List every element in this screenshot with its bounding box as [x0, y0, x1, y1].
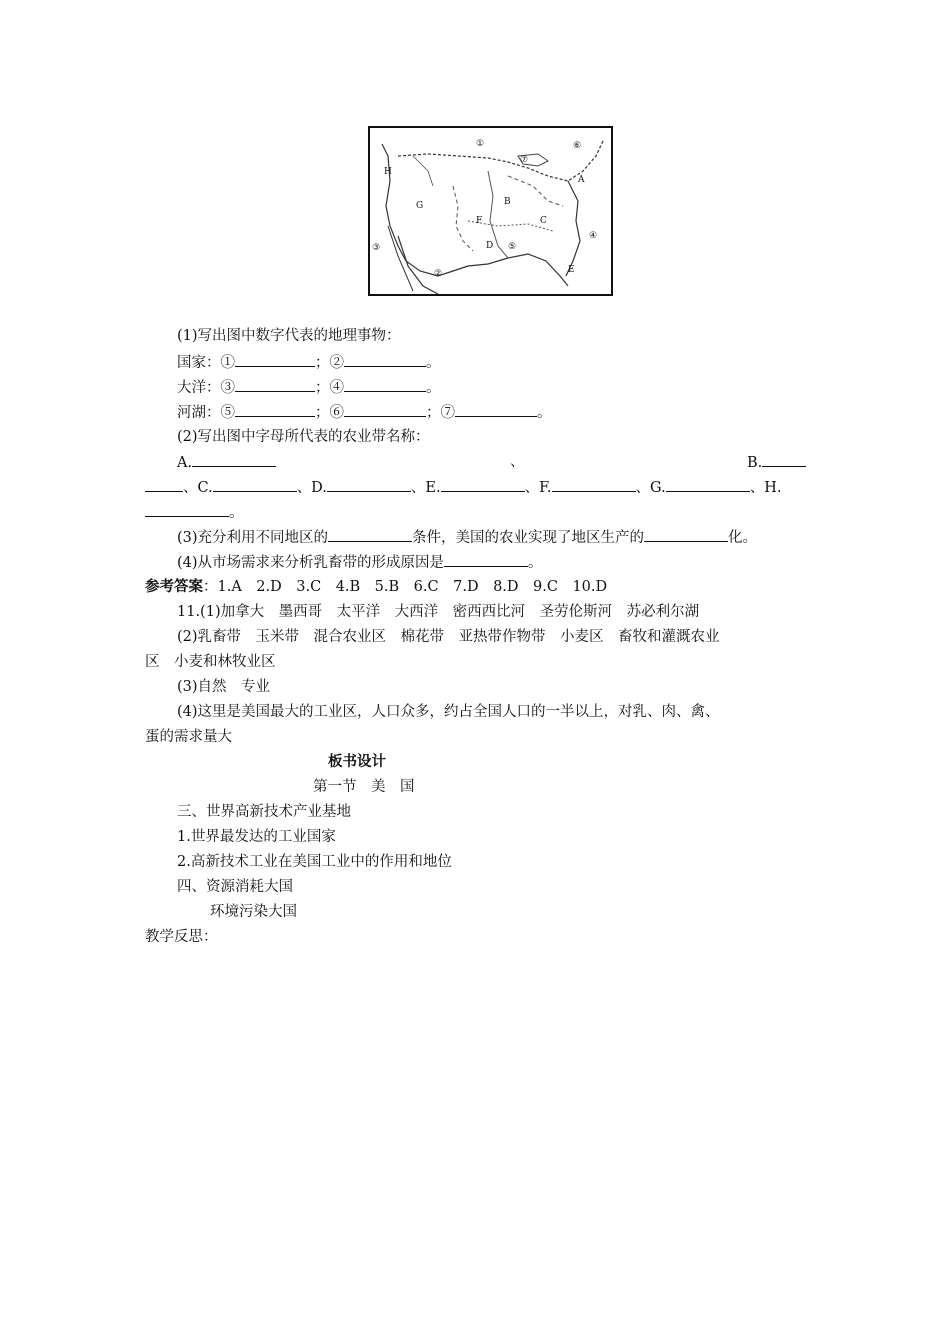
- blank-c: [213, 477, 297, 492]
- label-f: 、F.: [524, 480, 552, 496]
- blank-4-label: ④: [329, 380, 344, 396]
- answer-4-line1: (4)这里是美国最大的工业区，人口众多，约占全国人口的一半以上，对乳、肉、禽、: [177, 704, 720, 720]
- label-d: 、D.: [296, 480, 327, 496]
- blank-5-label: ⑤: [220, 405, 235, 421]
- blank-q4: [444, 552, 528, 567]
- answers-mc: ：1.A 2.D 3.C 4.B 5.B 6.C 7.D 8.D 9.C 10.D: [203, 579, 608, 595]
- answer-2-line2: 区 小麦和林牧业区: [145, 654, 276, 670]
- blank-f: [552, 477, 636, 492]
- board-line-5: 环境污染大国: [210, 904, 297, 920]
- map-label-4: ④: [589, 231, 598, 241]
- blank-3-label: ③: [220, 380, 235, 396]
- label-g: 、G.: [635, 480, 666, 496]
- question-4: [177, 552, 543, 573]
- end-4: 。: [229, 505, 244, 521]
- blank-q3-1: [328, 527, 412, 542]
- label-h: 、H.: [749, 480, 782, 496]
- map-label-G: G: [416, 201, 424, 211]
- blank-e: [441, 477, 525, 492]
- answers-header: [145, 577, 607, 597]
- q3-part-b: 条件，美国的农业实现了地区生产的: [412, 530, 645, 546]
- blank-b: [762, 452, 806, 467]
- map-label-D: D: [486, 241, 494, 251]
- blank-6: [344, 402, 426, 417]
- question-2-a: [177, 452, 276, 473]
- map-label-2: ②: [434, 269, 443, 279]
- map-label-B: B: [504, 197, 511, 207]
- question-2-b: [747, 452, 806, 473]
- teaching-reflection: 教学反思：: [145, 929, 218, 945]
- map-label-6: ⑥: [573, 141, 582, 151]
- label-e: 、E.: [410, 480, 441, 496]
- blank-6-label: ⑥: [329, 405, 344, 421]
- q3-part-a: (3)充分利用不同地区的: [177, 530, 329, 546]
- blank-1-label: ①: [220, 355, 235, 371]
- board-line-4: 四、资源消耗大国: [177, 879, 293, 895]
- blank-g: [666, 477, 750, 492]
- sep-2: ；: [315, 380, 330, 396]
- blank-b-cont: [145, 477, 183, 492]
- answer-4-line2: 蛋的需求量大: [145, 729, 232, 745]
- q4-part-a: (4)从市场需求来分析乳畜带的形成原因是: [177, 555, 445, 571]
- map-label-5: ⑤: [508, 242, 517, 252]
- answer-3: (3)自然 专业: [177, 679, 271, 695]
- question-2-row2: [145, 477, 781, 498]
- board-section: 第一节 美 国: [313, 779, 415, 795]
- blank-d: [327, 477, 411, 492]
- question-3: [177, 527, 757, 548]
- map-label-C: C: [540, 216, 547, 226]
- map-label-1: ①: [476, 139, 485, 149]
- end-2: 。: [426, 380, 441, 396]
- blank-a: [192, 452, 276, 467]
- board-line-1: 三、世界高新技术产业基地: [177, 804, 351, 820]
- blank-h: [145, 502, 229, 517]
- river-label: 河湖：: [177, 405, 221, 421]
- board-line-3: 2.高新技术工业在美国工业中的作用和地位: [177, 854, 452, 870]
- answer-2-line1: (2)乳畜带 玉米带 混合农业区 棉花带 亚热带作物带 小麦区 畜牧和灌溉农业: [177, 629, 720, 645]
- country-label: 国家：: [177, 355, 221, 371]
- question-1-countries: [177, 352, 441, 373]
- board-line-2: 1.世界最发达的工业国家: [177, 829, 336, 845]
- blank-7-label: ⑦: [440, 405, 455, 421]
- label-a: A.: [177, 455, 193, 471]
- map-label-7: ⑦: [520, 155, 529, 165]
- board-title: 板书设计: [328, 753, 386, 770]
- blank-2: [344, 352, 426, 367]
- question-1-rivers: [177, 402, 552, 423]
- sep-3: ；: [315, 405, 330, 421]
- map-label-A: A: [578, 175, 585, 185]
- end-3: 。: [537, 405, 552, 421]
- map-label-F: F: [476, 216, 483, 226]
- question-1: (1)写出图中数字代表的地理事物：: [177, 328, 401, 344]
- answer-11: 11.(1)加拿大 墨西哥 太平洋 大西洋 密西西比河 圣劳伦斯河 苏必利尔湖: [177, 604, 700, 620]
- blank-1: [235, 352, 315, 367]
- answers-title: 参考答案: [145, 578, 203, 595]
- usa-agriculture-map: [368, 126, 613, 296]
- map-label-3: ③: [372, 243, 381, 253]
- question-2: (2)写出图中字母所代表的农业带名称：: [177, 429, 430, 445]
- ocean-label: 大洋：: [177, 380, 221, 396]
- end-1: 。: [426, 355, 441, 371]
- map-label-E: E: [568, 265, 575, 275]
- blank-2-label: ②: [329, 355, 344, 371]
- sep-4: ；: [426, 405, 441, 421]
- blank-q3-2: [644, 527, 728, 542]
- question-2-dun: 、: [510, 454, 525, 470]
- map-label-H: H: [384, 167, 392, 177]
- blank-5: [235, 402, 315, 417]
- question-1-oceans: [177, 377, 441, 398]
- q4-part-b: 。: [528, 555, 543, 571]
- label-c: 、C.: [183, 480, 213, 496]
- sep-1: ；: [315, 355, 330, 371]
- blank-4: [344, 377, 426, 392]
- question-2-row3: [145, 502, 244, 523]
- label-b: B.: [747, 455, 763, 471]
- blank-3: [235, 377, 315, 392]
- blank-7: [455, 402, 537, 417]
- q3-part-c: 化。: [728, 530, 758, 546]
